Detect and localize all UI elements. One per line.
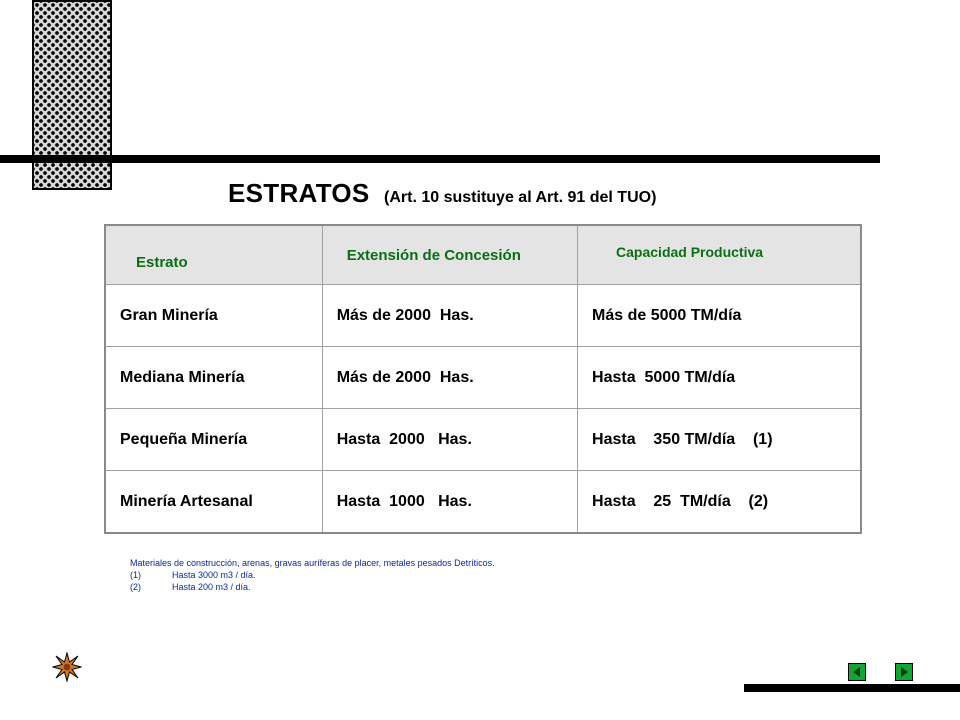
star-burst-icon[interactable]	[52, 652, 82, 682]
cell-capacidad: Más de 5000 TM/día	[578, 285, 861, 347]
table-header-row	[105, 225, 861, 285]
title-main: ESTRATOS	[228, 178, 370, 208]
cell-extension: Más de 2000 Has.	[322, 347, 577, 409]
slide-title	[228, 178, 656, 209]
footnote-text: Hasta 3000 m3 / día.	[172, 570, 256, 580]
cell-capacidad: Hasta 5000 TM/día	[578, 347, 861, 409]
arrow-left-icon	[851, 666, 863, 678]
cell-estrato: Pequeña Minería	[105, 409, 322, 471]
cell-estrato: Minería Artesanal	[105, 471, 322, 534]
table-row	[105, 471, 861, 534]
bottom-divider-rule	[744, 684, 960, 692]
footnote-key: (2)	[130, 582, 141, 592]
footnote-key: (1)	[130, 570, 141, 580]
cell-extension: Hasta 1000 Has.	[322, 471, 577, 534]
cell-capacidad: Hasta 25 TM/día (2)	[578, 471, 861, 534]
cell-extension: Más de 2000 Has.	[322, 285, 577, 347]
footnote-item	[130, 581, 560, 593]
next-slide-button[interactable]	[895, 663, 913, 681]
table-row	[105, 409, 861, 471]
arrow-right-icon	[898, 666, 910, 678]
cell-estrato: Mediana Minería	[105, 347, 322, 409]
footnote-text: Hasta 200 m3 / día.	[172, 582, 251, 592]
top-divider-rule	[0, 155, 880, 163]
table-row	[105, 285, 861, 347]
title-subtitle: (Art. 10 sustituye al Art. 91 del TUO)	[384, 189, 657, 206]
cell-capacidad: Hasta 350 TM/día (1)	[578, 409, 861, 471]
cell-extension: Hasta 2000 Has.	[322, 409, 577, 471]
footnote-intro: Materiales de construcción, arenas, gravas auríferas de placer, metales pesados Detríticos.	[130, 558, 495, 568]
previous-slide-button[interactable]	[848, 663, 866, 681]
footnote-item	[130, 569, 560, 581]
table-row	[105, 347, 861, 409]
header-extension: Extensión de Concesión	[322, 225, 577, 285]
header-capacidad: Capacidad Productiva	[578, 225, 861, 285]
footnotes	[130, 557, 560, 593]
header-estrato: Estrato	[105, 225, 322, 285]
cell-estrato: Gran Minería	[105, 285, 322, 347]
strata-table	[104, 224, 862, 534]
